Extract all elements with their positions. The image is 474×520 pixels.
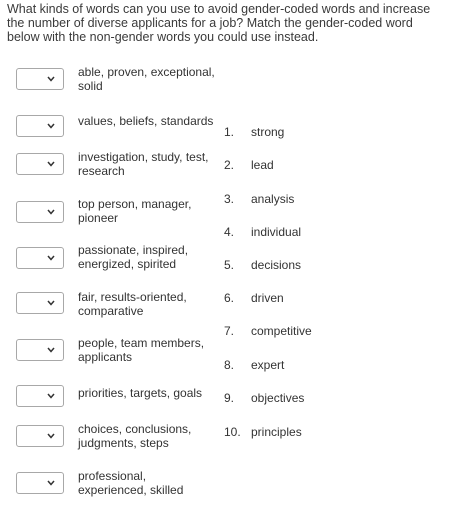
choice-word-7: competitive	[251, 324, 312, 338]
answer-text-2: values, beliefs, standards	[78, 114, 214, 128]
choice-number-8: 8.	[224, 358, 235, 372]
chevron-down-icon	[47, 123, 55, 129]
question-text: What kinds of words can you use to avoid gender-coded words and increase the number of diverse applicants for a job? Match the gender-coded word below with the non-gender words you could use instead.	[7, 2, 431, 44]
choice-number-2: 2.	[224, 158, 235, 172]
chevron-down-icon	[47, 347, 55, 353]
answer-text-6: fair, results-oriented, comparative	[78, 290, 187, 318]
choice-number-1: 1.	[224, 125, 235, 139]
choice-word-8: expert	[251, 358, 285, 372]
chevron-down-icon	[47, 76, 55, 82]
choice-word-1: strong	[251, 125, 285, 139]
match-dropdown-3[interactable]	[16, 153, 64, 175]
choice-word-6: driven	[251, 291, 284, 305]
match-dropdown-9[interactable]	[16, 425, 64, 447]
match-dropdown-8[interactable]	[16, 385, 64, 407]
choice-word-2: lead	[251, 158, 274, 172]
choice-word-10: principles	[251, 425, 302, 439]
answer-text-3: investigation, study, test, research	[78, 150, 209, 178]
choice-number-6: 6.	[224, 291, 235, 305]
chevron-down-icon	[47, 255, 55, 261]
answer-text-4: top person, manager, pioneer	[78, 197, 192, 225]
chevron-down-icon	[47, 161, 55, 167]
match-dropdown-7[interactable]	[16, 339, 64, 361]
match-dropdown-2[interactable]	[16, 115, 64, 137]
choice-number-4: 4.	[224, 225, 235, 239]
choice-number-5: 5.	[224, 258, 235, 272]
choice-word-3: analysis	[251, 192, 295, 206]
choice-number-7: 7.	[224, 324, 235, 338]
chevron-down-icon	[47, 433, 55, 439]
answer-text-10: professional, experienced, skilled	[78, 469, 184, 497]
match-dropdown-10[interactable]	[16, 472, 64, 494]
answer-text-5: passionate, inspired, energized, spirited	[78, 243, 189, 271]
answer-text-8: priorities, targets, goals	[78, 386, 203, 400]
chevron-down-icon	[47, 393, 55, 399]
match-dropdown-6[interactable]	[16, 292, 64, 314]
choice-number-3: 3.	[224, 192, 235, 206]
chevron-down-icon	[47, 300, 55, 306]
match-dropdown-5[interactable]	[16, 247, 64, 269]
answer-text-7: people, team members, applicants	[78, 336, 205, 364]
choice-word-9: objectives	[251, 391, 305, 405]
choice-number-10: 10.	[224, 425, 241, 439]
answer-text-1: able, proven, exceptional, solid	[78, 65, 215, 93]
answer-text-9: choices, conclusions, judgments, steps	[78, 422, 192, 450]
chevron-down-icon	[47, 480, 55, 486]
choice-word-4: individual	[251, 225, 302, 239]
chevron-down-icon	[47, 209, 55, 215]
match-dropdown-1[interactable]	[16, 68, 64, 90]
match-dropdown-4[interactable]	[16, 201, 64, 223]
choice-word-5: decisions	[251, 258, 302, 272]
choice-number-9: 9.	[224, 391, 235, 405]
